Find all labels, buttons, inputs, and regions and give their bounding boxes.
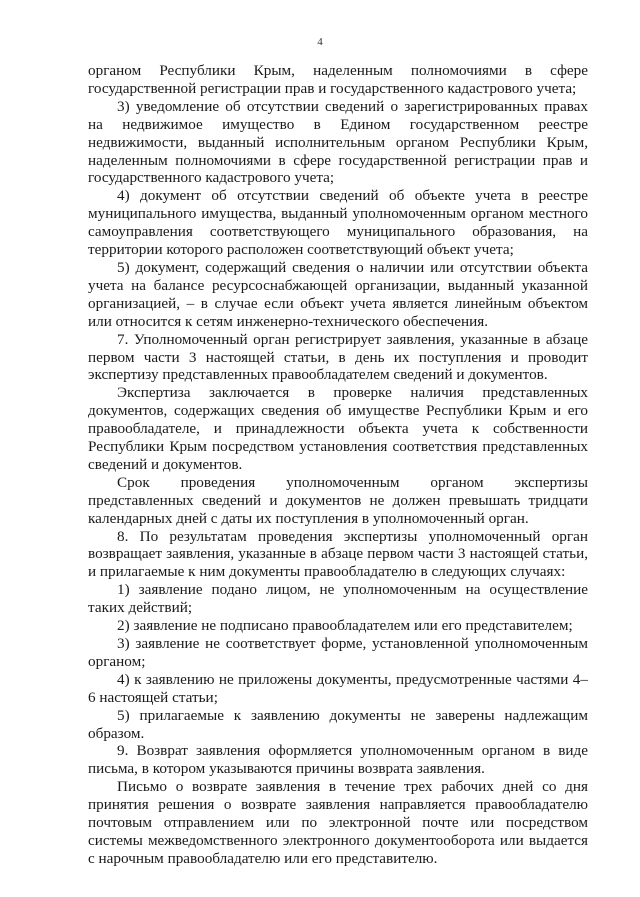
paragraph: 5) документ, содержащий сведения о наличии или отсутствии объекта учета на балансе ресурсоснабжающей организации, выданный указанной организацией, – в случае если объект учета является линейным объектом или относится к сетям инженерно-технического обеспечения. xyxy=(88,258,588,330)
page-number: 4 xyxy=(317,36,323,48)
paragraph: Срок проведения уполномоченным органом экспертизы представленных сведений и документов не должен превышать тридцати календарных дней с даты их поступления в уполномоченный орган. xyxy=(88,473,588,527)
paragraph: 7. Уполномоченный орган регистрирует заявления, указанные в абзаце первом части 3 настоящей статьи, в день их поступления и проводит экспертизу представленных правообладателем сведений и документов. xyxy=(88,330,588,384)
paragraph: 8. По результатам проведения экспертизы уполномоченный орган возвращает заявления, указанные в абзаце первом части 3 настоящей статьи, и прилагаемые к ним документы правообладателю в следующих случаях: xyxy=(88,527,588,581)
paragraph: 1) заявление подано лицом, не уполномоченным на осуществление таких действий; xyxy=(88,581,588,617)
paragraph: 2) заявление не подписано правообладателем или его представителем; xyxy=(117,617,573,635)
paragraph: органом Республики Крым, наделенным полномочиями в сфере государственной регистрации прав и государственного кадастрового учета; xyxy=(88,62,588,97)
paragraph: 3) заявление не соответствует форме, установленной уполномоченным органом; xyxy=(88,635,588,670)
paragraph: 3) уведомление об отсутствии сведений о зарегистрированных правах на недвижимое имущество в Едином государственном реестре недвижимости, выданный исполнительным органом Республики Крым, наделенным полномочиями в сфере государственной регистрации прав и государственного кадастрового учета; xyxy=(88,97,588,187)
paragraph: 4) к заявлению не приложены документы, предусмотренные частями 4–6 настоящей статьи; xyxy=(88,670,588,706)
paragraph: Экспертиза заключается в проверке наличия представленных документов, содержащих сведения об имуществе Республики Крым и его правообладателе, и принадлежности объекта учета к собственности Республики Крым посредством установления соответствия представленных сведений и документов. xyxy=(88,384,588,473)
paragraph: 4) документ об отсутствии сведений об объекте учета в реестре муниципального имущества, выданный уполномоченным органом местного самоуправления соответствующего муниципального образования, на территории которого расположен соответствующий объект учета; xyxy=(88,187,588,259)
paragraph: Письмо о возврате заявления в течение трех рабочих дней со дня принятия решения о возврате заявления направляется правообладателю почтовым отправлением или по электронной почте или посредством системы межведомственного электронного документооборота или выдается с нарочным правообладателю или его представителю. xyxy=(88,778,588,867)
document-body xyxy=(88,62,588,868)
paragraph: 9. Возврат заявления оформляется уполномоченным органом в виде письма, в котором указываются причины возврата заявления. xyxy=(88,742,588,778)
paragraph: 5) прилагаемые к заявлению документы не заверены надлежащим образом. xyxy=(88,706,588,742)
